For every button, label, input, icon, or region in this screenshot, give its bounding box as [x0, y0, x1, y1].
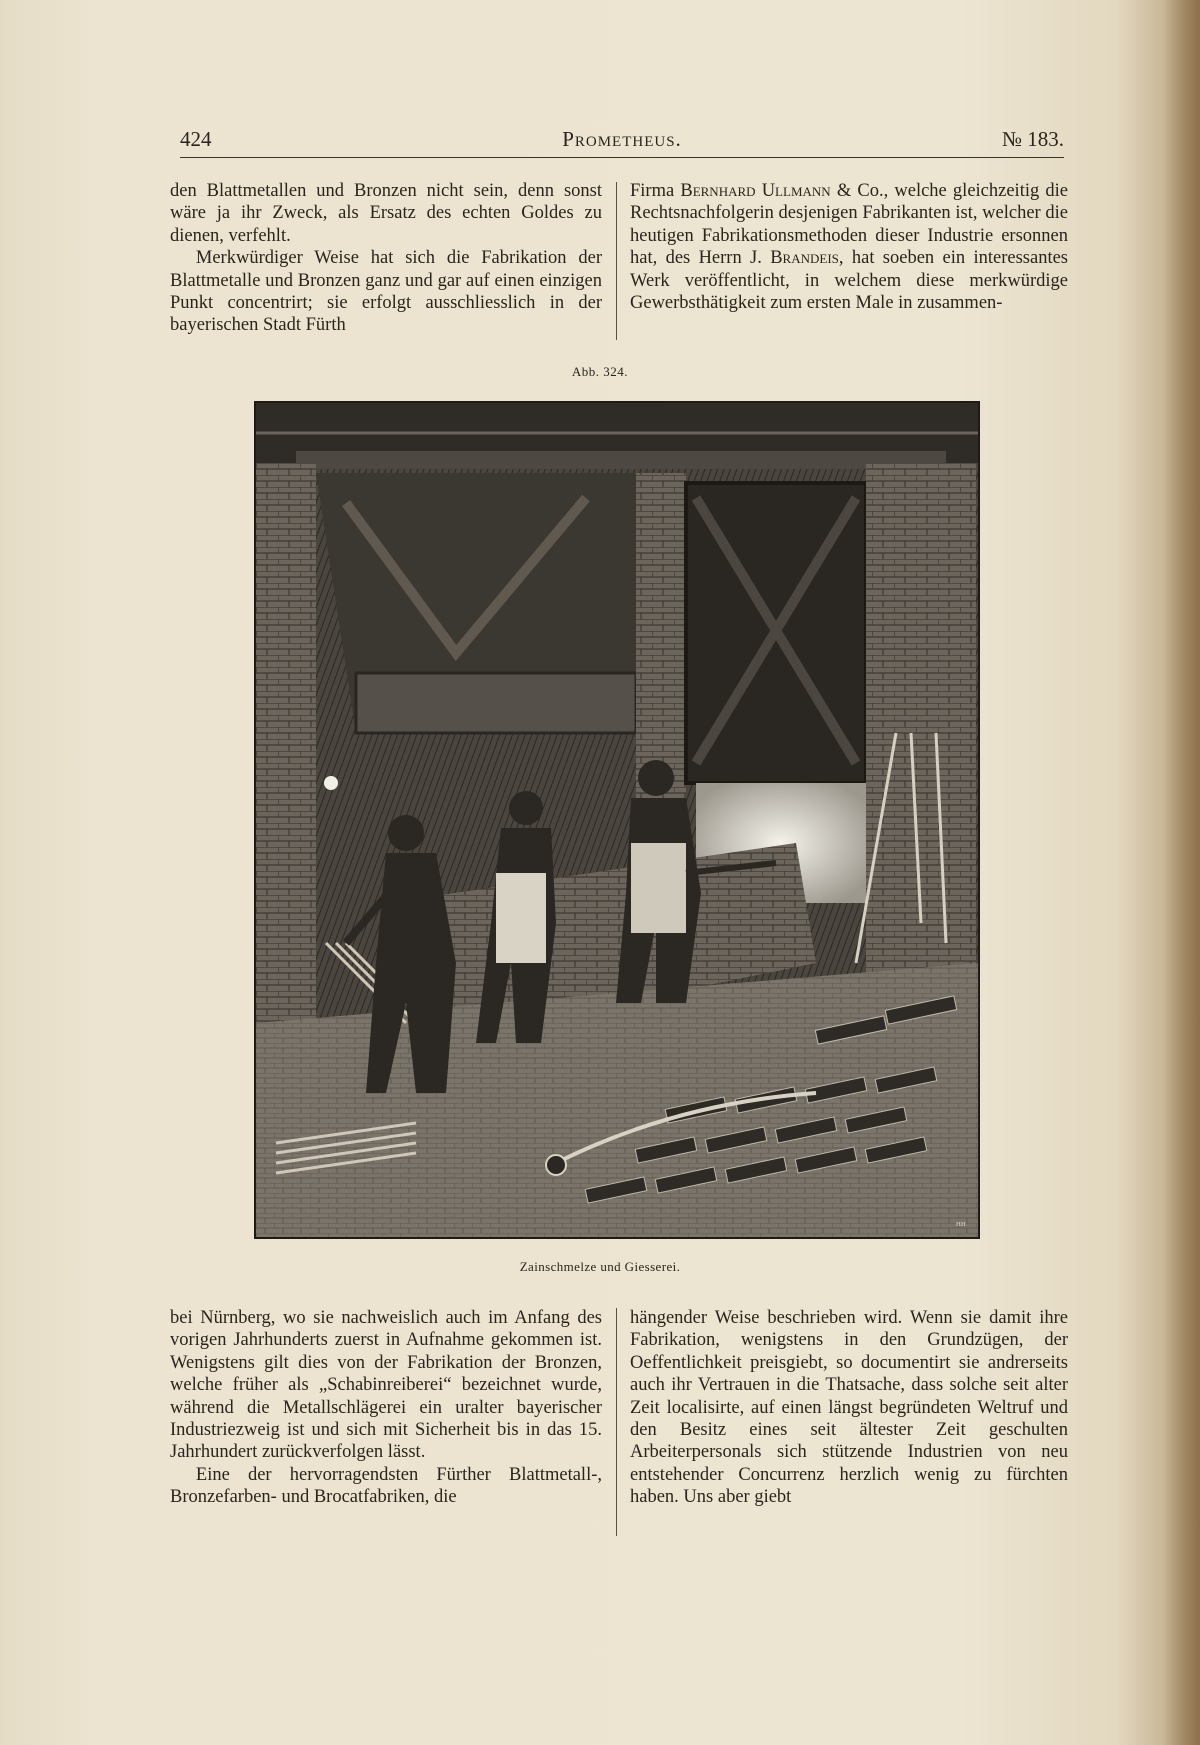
paragraph: Merkwürdiger Weise hat sich die Fabrikation der Blattmetalle und Bronzen ganz und gar auf einen einzigen Punkt concentrirt; sie erfolgt ausschliesslich in der bayerischen Stadt Fürth — [170, 248, 602, 336]
text-run: & Co., welche gleichzeitig die Rechtsnachfolgerin desjenigen Fabrikanten ist, welcher die heutigen Fabrikationsmethoden dieser Industrie ersonnen hat, des Herrn J. — [630, 181, 1068, 269]
person-name: Brandeis — [770, 248, 839, 269]
right-brick-wall — [866, 463, 976, 1023]
bottom-right-column — [630, 1307, 1068, 1509]
firm-name: Bernhard Ullmann — [680, 181, 831, 201]
paragraph: den Blattmetallen und Bronzen nicht sein, denn sonst wäre ja ihr Zweck, als Ersatz des echten Goldes zu dienen, verfehlt. — [170, 181, 602, 246]
column-divider — [616, 1308, 617, 1536]
text-run: , hat soeben ein interessantes Werk veröffentlicht, in welchem diese merkwürdige Gewerbsthätigkeit zum ersten Male in zusammen- — [630, 248, 1068, 314]
spine-shadow — [1162, 0, 1200, 1745]
top-right-column — [630, 180, 1068, 314]
paragraph — [630, 180, 1068, 314]
engraver-monogram: ᴴᴴ — [956, 1220, 966, 1232]
paragraph: Eine der hervorragendsten Fürther Blattmetall-, Bronzefarben- und Brocatfabriken, die — [170, 1464, 602, 1508]
lamp — [324, 776, 338, 790]
figure-label: Abb. 324. — [571, 364, 629, 379]
journal-title: Prometheus. — [562, 127, 682, 151]
page-number: 424 — [180, 127, 212, 151]
paragraph: bei Nürnberg, wo sie nachweislich auch im Anfang des vorigen Jahrhunderts zuerst in Aufnahme gekommen ist. Wenigstens gilt dies von der Fabrikation der Bronzen, welche früher als „Schabinreiberei“ bezeichnet wurde, während die Metallschlägerei ein uralter bayerischer Industriezweig ist und sich mit Sicherheit bis in das 15. Jahrhundert zurückverfolgen lässt. — [170, 1308, 602, 1463]
text-run: Firma — [630, 181, 681, 201]
issue-number: № 183. — [1001, 127, 1064, 151]
top-left-column — [170, 180, 602, 337]
engraving-illustration — [254, 401, 980, 1239]
figure-caption: Zainschmelze und Giesserei. — [519, 1259, 681, 1274]
bottom-left-column — [170, 1307, 602, 1509]
foundry-scene — [256, 403, 978, 1237]
paragraph: hängender Weise beschrieben wird. Wenn sie damit ihre Fabrikation, wenigstens in den Grundzügen, der Oeffentlichkeit preisgiebt, so documentirt sie andrerseits auch ihr Vertrauen in die Thatsache, dass solche seit alter Zeit localisirte, auf einen längst begründeten Weltruf und den Besitz eines seit ältester Zeit geschulten Arbeiterpersonals sich stützende Industrien von neu entstehender Concurrenz herzlich wenig zu fürchten haben. Uns aber giebt — [630, 1308, 1068, 1508]
running-header — [180, 125, 1064, 158]
column-divider — [616, 182, 617, 340]
